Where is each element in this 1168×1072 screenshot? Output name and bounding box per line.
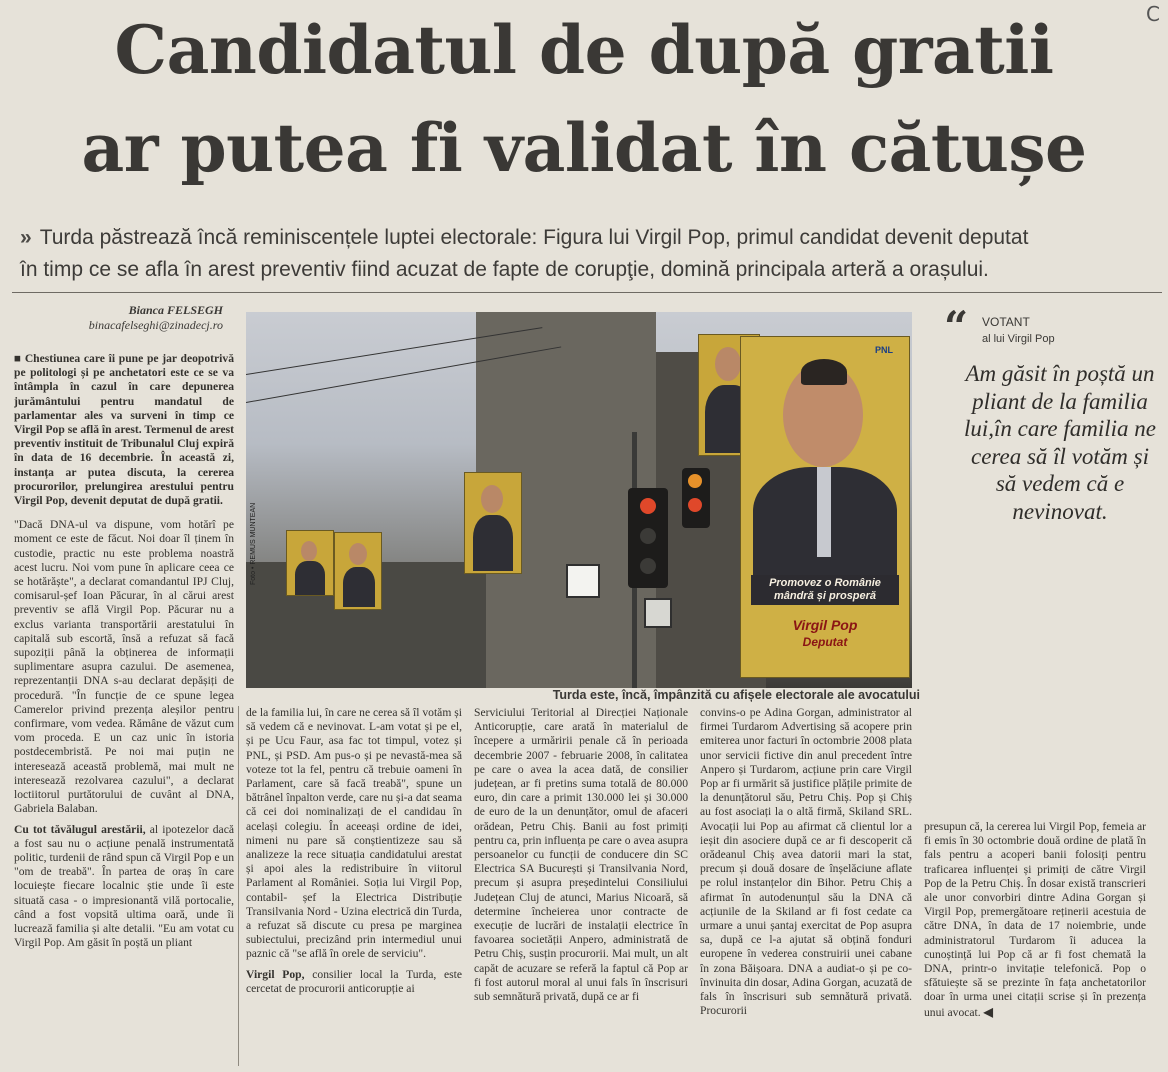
byline-author: Bianca FELSEGH <box>128 303 223 317</box>
quote-attribution <box>982 314 1055 348</box>
body-paragraph <box>246 968 462 996</box>
poster-role: Deputat <box>802 635 848 649</box>
lead-line-1: Turda păstrează încă reminiscențele luptei electorale: Figura lui Virgil Pop, primul candidat devenit deputat <box>39 226 1029 249</box>
body-paragraph: de la familia lui, în care ne cerea să îl votăm și să vedem că e nevinovat. L-am votat și pe el, și pe Ucu Faur, asa fac tot timpul, votez și PNL, și PSD. Am pus-o și pe nevastă-mea să voteze tot la fel, pentru că trebuie oameni în Parlament, care să facă treabă", spune un bătrânel înpalton verde, care nu și-a dat seama că cei doi nominalizați de el candidau în același colegiu. În aceeași ordine de idei, nimeni nu pare să conștientizeze sau să analizeze la rece situația candidatului arestat și apoi ales la redistribuire în viitorul Parlament al României. Soția lui Virgil Pop, contabil- șef la Electrica Distribuție Transilvania Nord - Uzina electrică din Turda, a refuzat să discute cu presa pe marginea subiectului, precizând prin intermediul unui paznic că "se află în orele de serviciu". <box>246 706 462 961</box>
campaign-poster <box>464 472 522 574</box>
byline <box>89 303 223 333</box>
lead-line-2: în timp ce se afla în arest preventiv fiind acuzat de fapte de corupţie, domină principala arteră a orașului. <box>20 258 989 281</box>
article-column-4 <box>700 706 912 1066</box>
photo-caption: Turda este, încă, împânzită cu afișele electorale ale avocatului <box>552 688 920 702</box>
poster-slogan: mândră și prosperă <box>773 590 877 602</box>
article-column-5 <box>924 820 1146 1066</box>
body-text: consilier local la Turda, este cercetat de procurorii anticorupție ai <box>246 967 462 995</box>
lead-paragraph <box>20 222 1160 286</box>
headline-line-1: Candidatul de după gratii <box>114 11 1054 89</box>
body-text: presupun că, la cererea lui Virgil Pop, femeia ar fi emis în 30 octombrie două ordine de plată în fals pentru a acoperi banii folosiți pentru traficarea influenței și primiți de către Virgil Pop de la Petru Chiș. În dosar există transcrieri ale unor convorbiri dintre Adina Gorgan și Virgil Pop, premergătoare reținerii acestuia de către DNA, în data de 17 noiembrie, unde administratorul Turdarom îi aducea la cunoștință lui Pop că ar fi fost chemată la DNA, printr-o invitație telefonică. Pop o sfătuiește să se prezinte în fața anchetatorilor doar în urma unei citații scrise și în prezența unui avocat. <box>924 820 1146 1019</box>
arrow-icon: » <box>20 226 32 249</box>
article-photo <box>246 312 912 688</box>
campaign-poster <box>286 530 334 596</box>
crosswalk-sign <box>566 564 600 598</box>
article-column-2 <box>246 706 462 1066</box>
traffic-light <box>682 468 710 528</box>
poster-slogan: Promovez o Românie <box>769 577 881 589</box>
body-paragraph: Serviciului Teritorial al Direcției Naționale Anticorupție, care arată în materialul de începere a urmăririi penale că în perioada decembrie 2007 - februarie 2008, în calitatea pe care o avea la acea dată, de consilier județean, ar fi pretins suma totală de 80.000 euro, din care a primit 130.000 lei și 30.000 de euro de la un denunțător, omul de afaceri orădean, Petru Chiș. Banii au fost primiți pentru ca, prin influența pe care o avea asupra persoanelor cu funcții de conducere din SC Electrica SA București și Transilvania Nord, precum și asupra președintelui Consiliului Județean Cluj de atunci, Marius Nicoară, să determine încheierea unor contracte de execuție de lucrări de instalații electrice în favoarea societății Anpero, administrată de Petru Chiș, susțin procurorii. Mai mult, un alt capăt de acuzare se referă la faptul că Pop ar fi fost autorul moral al unui fals în înscrisuri sub semnătură privată, după ce ar fi <box>474 706 688 1004</box>
byline-email: binacafelseghi@zinadecj.ro <box>88 318 223 332</box>
subhead: Virgil Pop, <box>246 967 305 981</box>
subhead: Cu tot tăvălugul arestării, <box>14 822 146 836</box>
body-paragraph <box>924 820 1146 1020</box>
intro-paragraph <box>14 352 234 508</box>
quote-label: VOTANT <box>982 315 1030 329</box>
campaign-poster <box>334 532 382 610</box>
article-column-3 <box>474 706 688 1066</box>
square-bullet-icon: ■ <box>14 352 22 365</box>
main-campaign-poster <box>740 336 910 678</box>
party-logo: PNL <box>875 345 893 355</box>
pull-quote: Am găsit în poștă un pliant de la familia lui,în care familia ne cerea să îl votăm și să vedem că e nevinovat. <box>963 361 1157 524</box>
corner-mark: C <box>1146 2 1160 26</box>
direction-sign <box>644 598 672 628</box>
body-paragraph: convins-o pe Adina Gorgan, administrator al firmei Turdarom Advertising să acopere prin emiterea unor facturi în octombrie 2008 plata unor servicii fictive din anul precedent între Anpero și Turdarom, acțiune prin care Virgil Pop ar fi urmărit să justifice plățile primite de la denunțătorul său, Petru Chiș. Pop și Chiș au fost asociați la o altă firmă, Skiland SRL. Avocații lui Pop au afirmat că clientul lor a ieșit din asociere după ce ar fi descoperit că orădeanul Chiș avea datorii mari la stat, precum și două dosare de înșelăciune aflate pe rolul instanțelor din Bihor. Petru Chiș a afirmat în autodenunțul său la DNA că acțiunile de la Skiland ar fi fost cedate ca urmare a unui șantaj exercitat de Pop asupra sa, după ce l-a ajutat să obțină fonduri europene în vederea construirii unei cabane în zona Băișoara. DNA a audiat-o și pe co-învinuita din dosar, Adina Gorgan, acuzată de fals în înscrisuri sub semnătură privată. Procurorii <box>700 706 912 1018</box>
headline-line-2: ar putea fi validat în cătușe <box>81 109 1087 187</box>
column-divider <box>238 706 239 1066</box>
article-column-1 <box>14 352 234 1064</box>
body-paragraph <box>14 823 234 951</box>
photo-credit: Foto • REMUS MUNTEAN <box>250 502 257 585</box>
divider <box>12 292 1162 293</box>
body-paragraph: "Dacă DNA-ul va dispune, vom hotărî pe moment ce este de făcut. Noi doar îl ținem în custodie, practic nu este problema noastră acest lucru. Noi vom pune în aplicare ceea ce se hotărăște", a declarat comandantul IPJ Cluj, comisarul-șef Ioan Păcurar, în al cărui arest preventiv se află Virgil Pop. Păcurar nu a exclus varianta transportării arestatului în capitală sub escortă, însă a refuzat să facă supoziții până la obținerea de informații suplimentare asupra cazului. De asemenea, reprezentanții DNA s-au declarat depășiți de procedură. "În funcție de ce spune legea Camerelor privind prezența aleșilor pentru confirmare, vom vedea. Rămâne de văzut cum vom proceda. E un caz unic în istoria postdecembristă. Pe noi mai puțin ne interesează această problemă, mai mult ne interesează rezolvarea cazului", a declarat loctiitorul purtătorului de cuvânt al DNA, Gabriela Balaban. <box>14 518 234 816</box>
intro-text: Chestiunea care îi pune pe jar deopotrivă pe politologi și pe anchetatori este ce se va întâmpla în cazul în care depunerea jurământului pentru mandatul de parlamentar ales va surveni în timp ce Virgil Pop se află în arest. Termenul de arest preventiv instituit de Tribunalul Cluj expiră în data de 16 decembrie. În această zi, instanța ar putea discuta, la cererea procurorilor, prelungirea arestului pentru Virgil Pop, devenit deputat de după gratii. <box>14 352 234 508</box>
body-text: al ipotezelor dacă a fost sau nu o acțiune penală instrumentată politic, turdenii de rând spun că Virgil Pop e un "om de treabă". În partea de oraș în care locuiește fiecare localnic știe unde îi este situată casa - o impresionantă vilă portocalie, când a fost vopsită ultima oară, unde îi lucrează familia și alte detalii. "Eu am votat cu Virgil Pop. Am găsit în poștă un pliant <box>14 822 234 950</box>
quote-sublabel: al lui Virgil Pop <box>982 333 1055 345</box>
quote-mark-icon: “ <box>944 302 969 351</box>
traffic-light <box>628 488 668 588</box>
end-mark-icon: ◀ <box>983 1004 993 1019</box>
poster-name: Virgil Pop <box>792 617 858 633</box>
